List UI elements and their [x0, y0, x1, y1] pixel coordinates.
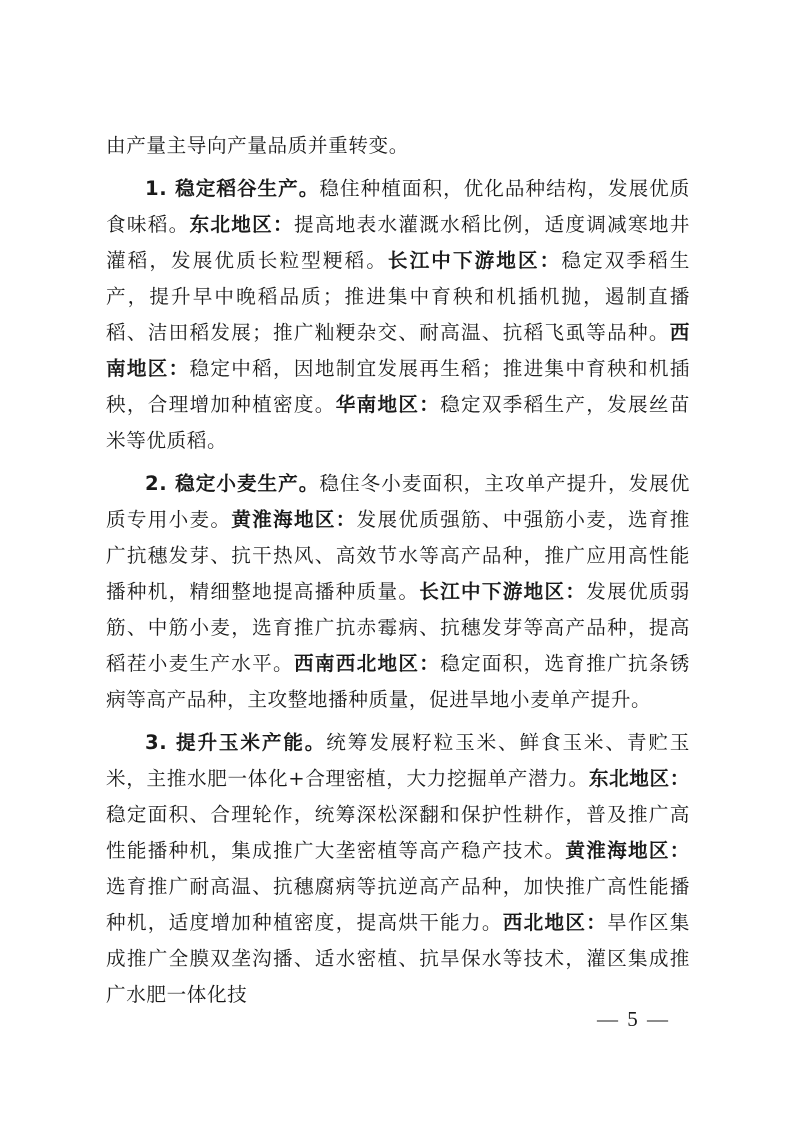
rice-northeast-label: 东北地区：	[189, 213, 294, 236]
rice-paragraph	[106, 171, 690, 459]
corn-huanghuaihai-text: 选育推广耐高温、抗穗腐病等抗逆高产品种，加快推广高性能播种机，适度增加种植密度，提高烘干能力。	[106, 875, 690, 934]
wheat-southwest-northwest-text: 稳定面积，选育推广抗条锈病等高产品种，主攻整地播种质量，促进旱地小麦单产提升。	[106, 652, 690, 711]
wheat-heading: 2. 稳定小麦生产。	[145, 472, 320, 495]
corn-northwest-text: 旱作区集成推广全膜双垄沟播、适水密植、抗旱保水等技术，灌区集成推广水肥一体化技	[106, 911, 690, 1006]
wheat-paragraph	[106, 466, 690, 718]
wheat-yangtze-text: 发展优质弱筋、中筋小麦，选育推广抗赤霉病、抗穗发芽等高产品种，提高稻茬小麦生产水平。	[106, 580, 690, 675]
wheat-huanghuaihai-label: 黄淮海地区：	[231, 508, 357, 531]
wheat-lead: 稳住冬小麦面积，主攻单产提升，发展优质专用小麦。	[106, 472, 690, 531]
rice-yangtze-text: 稳定双季稻生产，提升早中晚稻品质；推进集中育秧和机插机抛，遏制直播稻、洁田稻发展；推广籼粳杂交、耐高温、抗稻飞虱等品种。	[106, 249, 690, 344]
wheat-huanghuaihai-text: 发展优质强筋、中强筋小麦，选育推广抗穗发芽、抗干热风、高效节水等高产品种，推广应用高性能播种机，精细整地提高播种质量。	[106, 508, 690, 603]
intro-paragraph	[106, 128, 690, 164]
corn-lead: 统筹发展籽粒玉米、鲜食玉米、青贮玉米，主推水肥一体化+合理密植，大力挖掘单产潜力。	[106, 731, 691, 790]
corn-northeast-label: 东北地区：	[588, 767, 691, 790]
rice-yangtze-label: 长江中下游地区：	[387, 249, 562, 272]
rice-northeast-text: 提高地表水灌溉水稻比例，适度调减寒地井灌稻，发展优质长粒型粳稻。	[106, 213, 690, 272]
rice-heading: 1. 稳定稻谷生产。	[145, 177, 320, 200]
rice-south-label: 华南地区：	[335, 393, 441, 416]
corn-paragraph	[106, 725, 690, 1013]
corn-huanghuaihai-label: 黄淮海地区：	[565, 839, 690, 862]
intro-text: 由产量主导向产量品质并重转变。	[106, 134, 409, 157]
wheat-southwest-northwest-label: 西南西北地区：	[293, 652, 441, 675]
corn-heading: 3. 提升玉米产能。	[145, 731, 327, 754]
rice-southwest-text: 稳定中稻，因地制宜发展再生稻；推进集中育秧和机插秧，合理增加种植密度。	[106, 357, 690, 416]
rice-lead: 稳住种植面积，优化品种结构，发展优质食味稻。	[106, 177, 690, 236]
rice-southwest-label: 西南地区：	[106, 321, 690, 380]
corn-northeast-text: 稳定面积、合理轮作，统筹深松深翻和保护性耕作，普及推广高性能播种机，集成推广大垄密植等高产稳产技术。	[106, 803, 690, 862]
corn-northwest-label: 西北地区：	[502, 911, 608, 934]
document-body	[106, 128, 690, 1013]
wheat-yangtze-label: 长江中下游地区：	[419, 580, 587, 603]
rice-south-text: 稳定双季稻生产，发展丝苗米等优质稻。	[106, 393, 690, 452]
page-number: — 5 —	[597, 1007, 670, 1031]
